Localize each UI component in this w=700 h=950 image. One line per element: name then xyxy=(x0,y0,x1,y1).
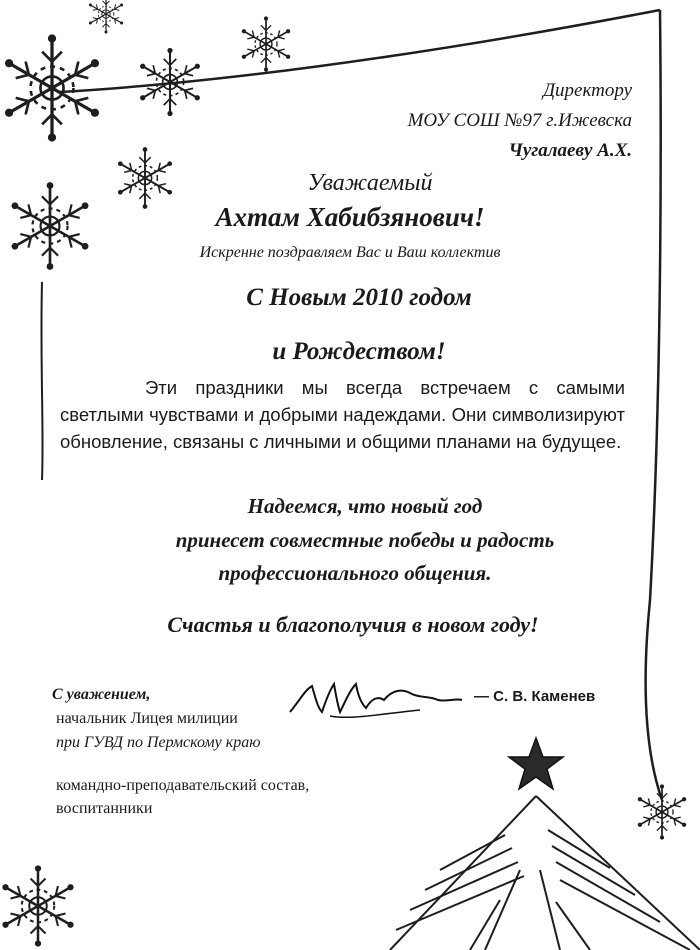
headline-new-year: С Новым 2010 годом xyxy=(246,284,472,311)
intro-line: Искренне поздравляем Вас и Ваш коллектив xyxy=(199,244,501,261)
body-paragraph: Эти праздники мы всегда встречаем с самыми светлыми чувствами и добрыми надеждами. Они символизируют обновление, связаны с личными и общими планами на будущее. xyxy=(60,377,625,452)
signature-staff: командно-преподавательский состав, xyxy=(56,777,310,794)
wish-line: принесет совместные победы и радость xyxy=(175,528,555,552)
snowflake-icon xyxy=(2,865,73,946)
snowflake-icon xyxy=(89,0,123,33)
handwritten-signature xyxy=(290,684,462,712)
star-icon xyxy=(509,738,563,789)
signature-position: начальник Лицея милиции xyxy=(56,710,238,727)
greeting-name: Ахтам Хабибзянович! xyxy=(215,202,485,232)
signer-name: — С. В. Каменев xyxy=(474,688,596,705)
signature-staff: воспитанники xyxy=(56,800,153,817)
headline-christmas: и Рождеством! xyxy=(272,338,446,365)
snowflake-icon xyxy=(5,34,99,141)
addressee-title: Директору xyxy=(542,80,632,101)
frame-right-edge xyxy=(646,10,662,800)
greeting-salutation: Уважаемый xyxy=(307,170,433,196)
wish-line: профессионального общения. xyxy=(218,561,492,585)
snowflake-icon xyxy=(242,16,290,71)
closing-wish: Счастья и благополучия в новом году! xyxy=(167,612,539,637)
signature-position: при ГУВД по Пермскому краю xyxy=(56,734,261,751)
wish-line: Надеемся, что новый год xyxy=(247,494,483,518)
signature-regards: С уважением, xyxy=(52,686,151,703)
snowflake-icon xyxy=(638,784,686,839)
addressee-school: МОУ СОШ №97 г.Ижевска xyxy=(407,110,632,131)
addressee-name: Чугалаеву А.Х. xyxy=(508,140,632,161)
